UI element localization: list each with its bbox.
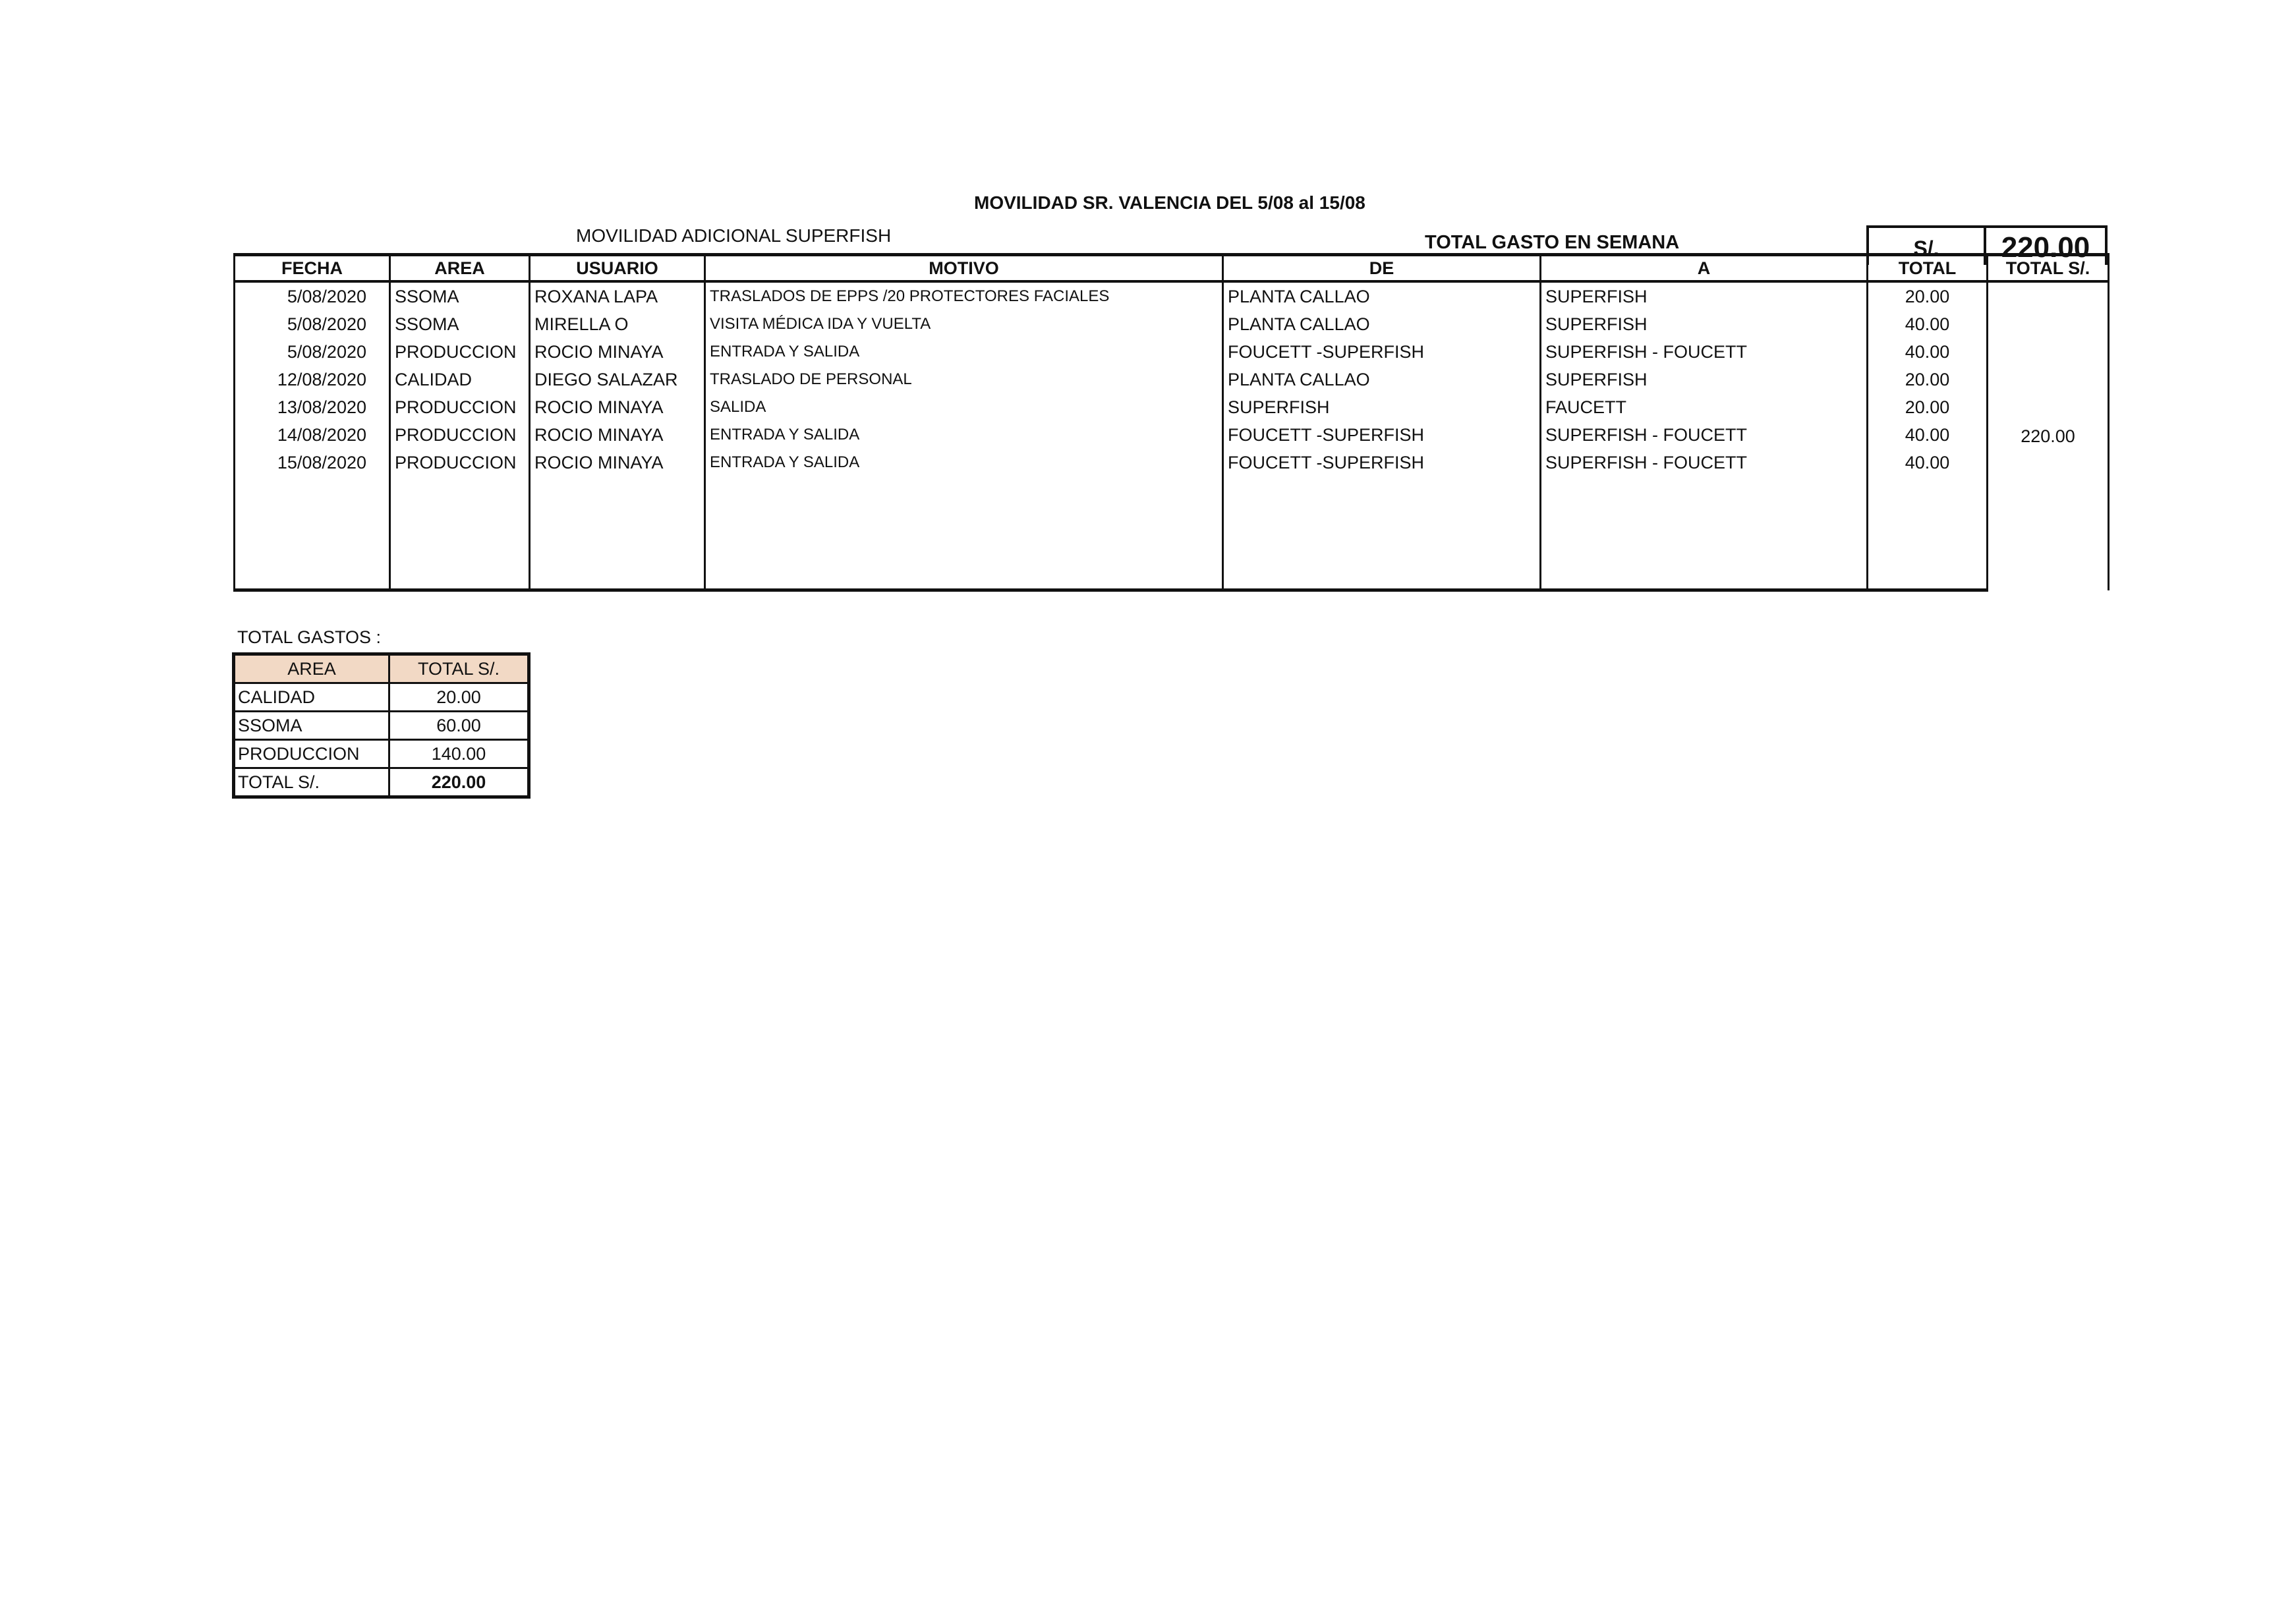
cell-motivo: TRASLADO DE PERSONAL [705, 366, 1223, 393]
cell-total: 20.00 [1868, 281, 1988, 310]
cell-a: SUPERFISH [1541, 366, 1868, 393]
cell-de: PLANTA CALLAO [1223, 310, 1541, 338]
empty-cell [235, 476, 390, 590]
summary-total: 140.00 [389, 740, 529, 768]
cell-area: PRODUCCION [390, 393, 530, 421]
cell-usuario: ROCIO MINAYA [530, 449, 705, 476]
table-empty-row [235, 476, 2109, 590]
cell-usuario: ROCIO MINAYA [530, 421, 705, 449]
cell-area: SSOMA [390, 310, 530, 338]
table-row [235, 281, 2109, 310]
table-row [235, 310, 2109, 338]
table-row [235, 338, 2109, 366]
summary-header-area: AREA [234, 654, 389, 683]
cell-usuario: ROCIO MINAYA [530, 338, 705, 366]
cell-total: 40.00 [1868, 338, 1988, 366]
cell-fecha: 12/08/2020 [235, 366, 390, 393]
summary-label: TOTAL GASTOS : [237, 627, 382, 647]
summary-area: PRODUCCION [234, 740, 389, 768]
cell-fecha: 5/08/2020 [235, 310, 390, 338]
header-usuario: USUARIO [530, 255, 705, 282]
cell-total: 20.00 [1868, 393, 1988, 421]
cell-fecha: 13/08/2020 [235, 393, 390, 421]
summary-area: CALIDAD [234, 683, 389, 712]
cell-fecha: 15/08/2020 [235, 449, 390, 476]
summary-total: 20.00 [389, 683, 529, 712]
table-header-row [235, 255, 2109, 282]
summary-area: SSOMA [234, 712, 389, 740]
summary-total-label: TOTAL S/. [234, 768, 389, 797]
cell-total: 40.00 [1868, 310, 1988, 338]
cell-area: PRODUCCION [390, 338, 530, 366]
cell-area: PRODUCCION [390, 449, 530, 476]
cell-motivo: ENTRADA Y SALIDA [705, 421, 1223, 449]
cell-a: SUPERFISH [1541, 310, 1868, 338]
table-row [235, 366, 2109, 393]
header-area: AREA [390, 255, 530, 282]
header-fecha: FECHA [235, 255, 390, 282]
cell-usuario: MIRELLA O [530, 310, 705, 338]
expense-table [233, 253, 2109, 592]
summary-row [234, 740, 529, 768]
document-title: MOVILIDAD SR. VALENCIA DEL 5/08 al 15/08 [974, 192, 1365, 213]
table-row [235, 449, 2109, 476]
cell-total: 20.00 [1868, 366, 1988, 393]
cell-de: PLANTA CALLAO [1223, 366, 1541, 393]
document-subtitle: MOVILIDAD ADICIONAL SUPERFISH [576, 225, 892, 246]
cell-de: SUPERFISH [1223, 393, 1541, 421]
header-motivo: MOTIVO [705, 255, 1223, 282]
cell-fecha: 5/08/2020 [235, 338, 390, 366]
cell-a: SUPERFISH [1541, 281, 1868, 310]
summary-row [234, 683, 529, 712]
table-row [235, 421, 2109, 449]
table-row [235, 393, 2109, 421]
cell-de: PLANTA CALLAO [1223, 281, 1541, 310]
cell-de: FOUCETT -SUPERFISH [1223, 449, 1541, 476]
cell-a: SUPERFISH - FOUCETT [1541, 338, 1868, 366]
currency-label: S/. [1866, 225, 1986, 265]
summary-total-value: 220.00 [389, 768, 529, 797]
empty-cell [390, 476, 530, 590]
cell-total: 40.00 [1868, 421, 1988, 449]
cell-motivo: VISITA MÉDICA IDA Y VUELTA [705, 310, 1223, 338]
cell-motivo: ENTRADA Y SALIDA [705, 338, 1223, 366]
empty-cell [705, 476, 1223, 590]
summary-row [234, 712, 529, 740]
cell-motivo: TRASLADOS DE EPPS /20 PROTECTORES FACIALES [705, 281, 1223, 310]
header-a: A [1541, 255, 1868, 282]
summary-table [232, 652, 531, 799]
cell-area: SSOMA [390, 281, 530, 310]
summary-total-row [234, 768, 529, 797]
cell-a: SUPERFISH - FOUCETT [1541, 449, 1868, 476]
total-week-label: TOTAL GASTO EN SEMANA [1425, 232, 1680, 253]
cell-motivo: SALIDA [705, 393, 1223, 421]
cell-total: 40.00 [1868, 449, 1988, 476]
cell-fecha: 5/08/2020 [235, 281, 390, 310]
cell-usuario: ROXANA LAPA [530, 281, 705, 310]
header-de: DE [1223, 255, 1541, 282]
total-week-amount: 220.00 [1986, 225, 2108, 265]
header-total-soles: TOTAL S/. [1988, 255, 2109, 282]
empty-cell [1541, 476, 1868, 590]
cell-a: FAUCETT [1541, 393, 1868, 421]
cell-area: CALIDAD [390, 366, 530, 393]
summary-total: 60.00 [389, 712, 529, 740]
header-total: TOTAL [1868, 255, 1988, 282]
empty-cell [1223, 476, 1541, 590]
cell-de: FOUCETT -SUPERFISH [1223, 421, 1541, 449]
empty-cell [1868, 476, 1988, 590]
cell-grand-total: 220.00 [1988, 281, 2109, 590]
cell-usuario: ROCIO MINAYA [530, 393, 705, 421]
empty-cell [530, 476, 705, 590]
cell-de: FOUCETT -SUPERFISH [1223, 338, 1541, 366]
summary-header-row [234, 654, 529, 683]
summary-header-total: TOTAL S/. [389, 654, 529, 683]
cell-fecha: 14/08/2020 [235, 421, 390, 449]
cell-a: SUPERFISH - FOUCETT [1541, 421, 1868, 449]
cell-motivo: ENTRADA Y SALIDA [705, 449, 1223, 476]
cell-area: PRODUCCION [390, 421, 530, 449]
cell-usuario: DIEGO SALAZAR [530, 366, 705, 393]
